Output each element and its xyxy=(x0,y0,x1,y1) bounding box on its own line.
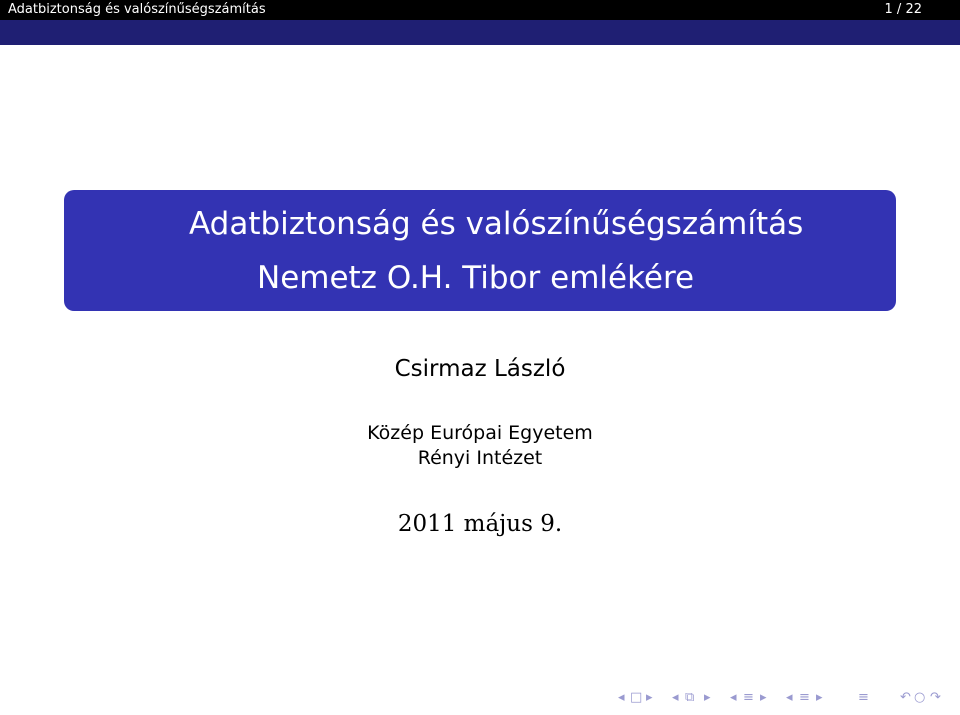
title-block xyxy=(64,190,896,311)
next-section-icon[interactable]: ▸ xyxy=(760,690,767,705)
section-icon[interactable]: ≡ xyxy=(743,690,754,705)
institute-line: Rényi Intézet xyxy=(417,447,543,469)
prev-section-icon[interactable]: ◂ xyxy=(730,690,737,705)
author-name: Csirmaz László xyxy=(394,356,566,382)
institute-line: Közép Európai Egyetem xyxy=(367,422,593,444)
presentation-title: Adatbiztonság és valószínűségszámítás xyxy=(189,206,804,242)
forward-icon[interactable]: ↷ xyxy=(930,690,941,705)
presentation-date: 2011 május 9. xyxy=(397,511,563,537)
doc-icon[interactable]: ≡ xyxy=(858,690,869,705)
prev-subsection-icon[interactable]: ◂ xyxy=(672,690,679,705)
back-icon[interactable]: ↶ xyxy=(900,690,911,705)
frame-icon[interactable]: □ xyxy=(630,690,643,705)
next-frame-icon[interactable]: ▸ xyxy=(646,690,653,705)
subsection-icon[interactable]: ⧉ xyxy=(685,690,695,705)
next-part-icon[interactable]: ▸ xyxy=(816,690,823,705)
prev-frame-icon[interactable]: ◂ xyxy=(618,690,625,705)
headline-bar xyxy=(0,0,960,20)
presentation-subtitle: Nemetz O.H. Tibor emlékére xyxy=(257,260,695,296)
next-subsection-icon[interactable]: ▸ xyxy=(704,690,711,705)
header-accent-bar xyxy=(0,20,960,45)
prev-part-icon[interactable]: ◂ xyxy=(786,690,793,705)
search-icon[interactable]: ○ xyxy=(914,690,926,705)
headline-short-title[interactable]: Adatbiztonság és valószínűségszámítás xyxy=(8,2,266,17)
part-icon[interactable]: ≡ xyxy=(799,690,810,705)
page-counter: 1 / 22 xyxy=(884,2,922,17)
